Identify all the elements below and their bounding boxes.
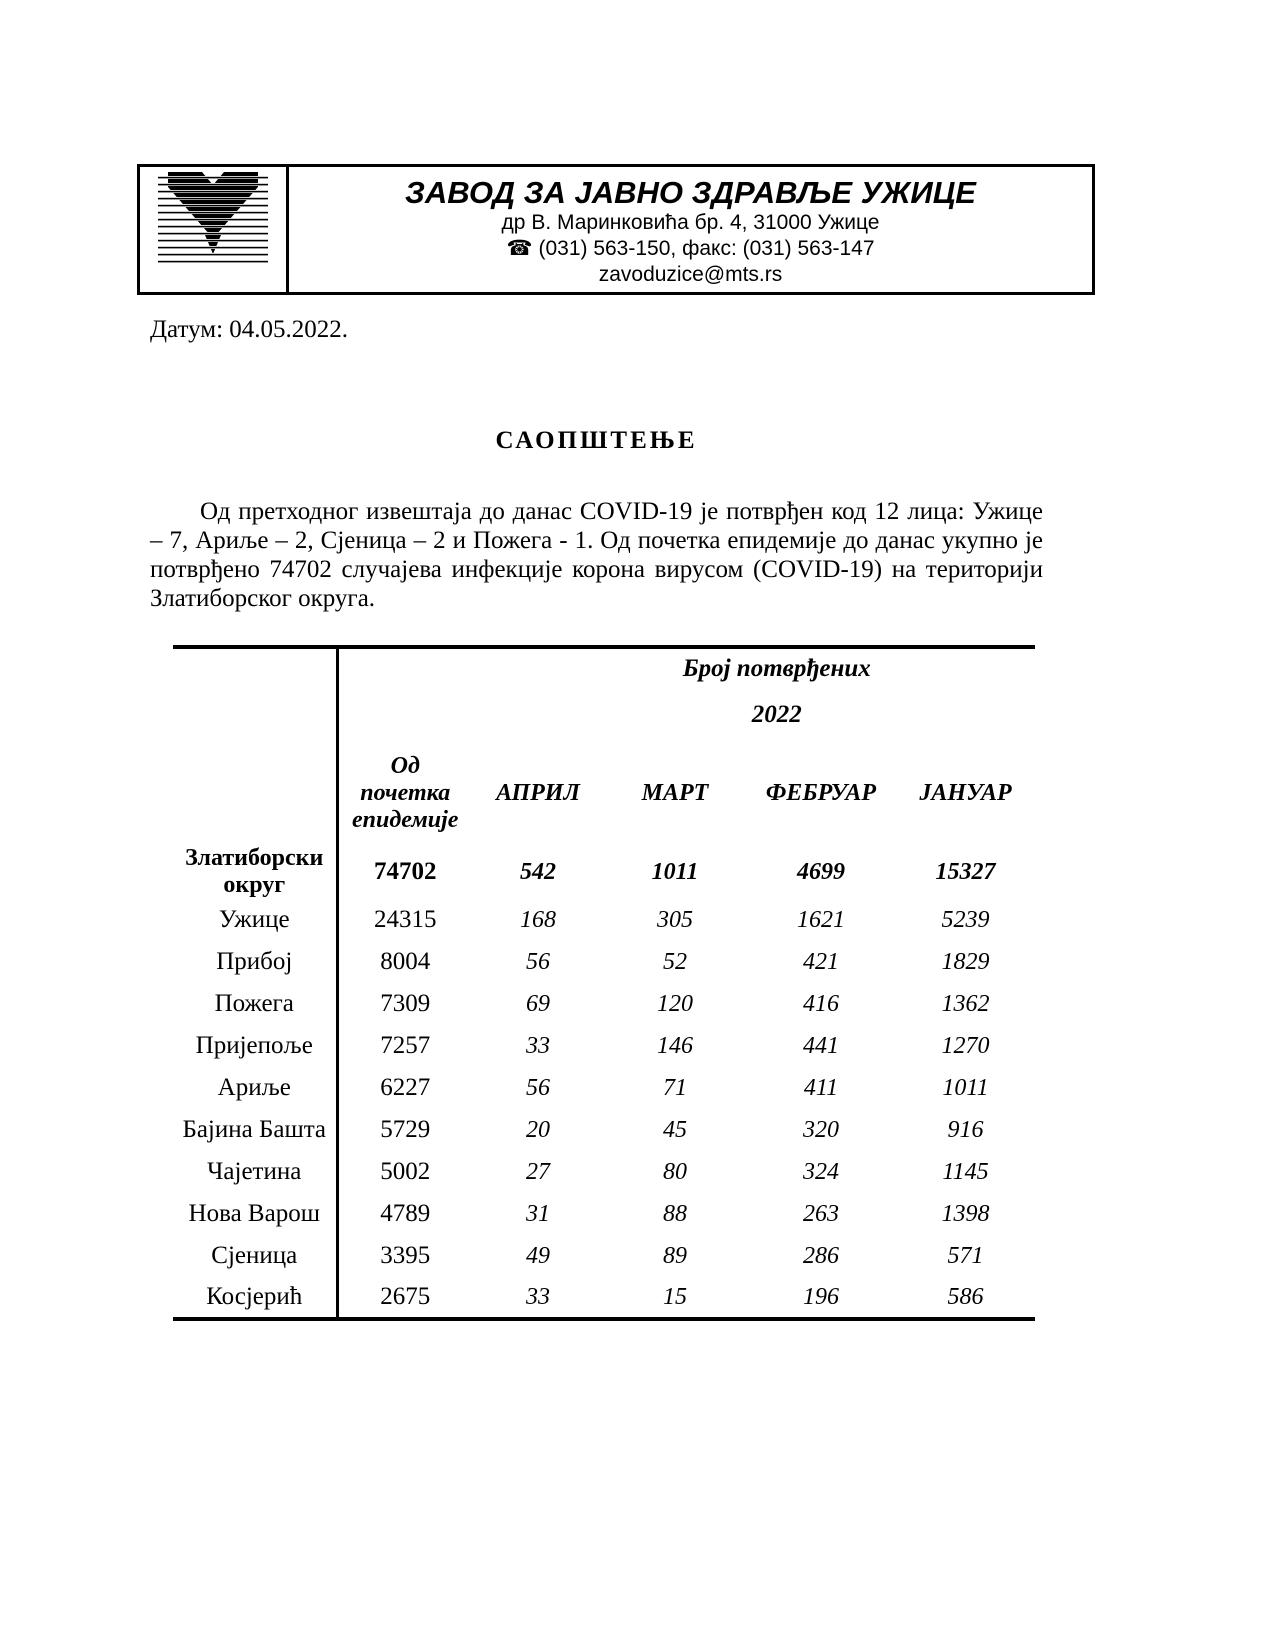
phone-line — [289, 236, 1092, 262]
monthly-cases-cell: 286 — [803, 1242, 839, 1269]
monthly-cases-cell: 324 — [803, 1158, 839, 1185]
table-corner-cell — [173, 647, 337, 845]
municipality-cell: Ужице — [173, 899, 337, 941]
monthly-cases-cell: 1829 — [941, 948, 990, 975]
total-cases-cell: 74702 — [374, 858, 437, 885]
total-cases-cell: 8004 — [380, 948, 431, 975]
monthly-cases-cell: 120 — [657, 990, 693, 1017]
date-line: Датум: 04.05.2022. — [150, 316, 349, 343]
monthly-cases-cell: 1011 — [942, 1074, 989, 1101]
monthly-cases-cell: 542 — [520, 858, 556, 885]
column-header-since-start: Од почетка епидемије — [352, 752, 459, 833]
monthly-cases-cell: 320 — [803, 1116, 839, 1143]
monthly-cases-cell: 1145 — [942, 1158, 989, 1185]
monthly-cases-cell: 1011 — [651, 858, 699, 885]
monthly-cases-cell: 33 — [526, 1032, 550, 1059]
municipality-cell: Златиборски округ — [173, 845, 337, 899]
total-cases-cell: 24315 — [374, 906, 437, 933]
logo-stripes-icon — [158, 172, 268, 264]
table-year-header: 2022 — [751, 701, 802, 728]
monthly-cases-cell: 1362 — [941, 990, 990, 1017]
total-cases-cell: 7309 — [380, 990, 431, 1017]
body-paragraph: Од претходног извештаја до данас COVID-19 је потврђен код 12 лица: Ужице – 7, Ариље – 2, Сјеница – 2 и Пожега - 1. Од почетка епидемије до данас укупно је потврђено 74702 случајева инфекције корона вирусом (COVID-19) на територији Златиборског округа. — [150, 498, 1043, 612]
monthly-cases-cell: 168 — [520, 906, 556, 933]
monthly-cases-cell: 411 — [803, 1074, 839, 1101]
table-body — [173, 845, 1035, 1319]
table-row — [173, 1151, 1035, 1193]
municipality-cell: Пожега — [173, 983, 337, 1025]
monthly-cases-cell: 15327 — [935, 858, 996, 885]
monthly-cases-cell: 71 — [663, 1074, 687, 1101]
institute-email: zavoduzice@mts.rs — [598, 263, 783, 286]
table-row — [173, 983, 1035, 1025]
monthly-cases-cell: 1270 — [941, 1032, 990, 1059]
municipality-cell: Косјерић — [173, 1277, 337, 1319]
monthly-cases-cell: 20 — [526, 1116, 550, 1143]
institute-logo — [140, 167, 289, 292]
total-cases-cell: 5002 — [380, 1158, 431, 1185]
monthly-cases-cell: 33 — [526, 1283, 550, 1310]
monthly-cases-cell: 15 — [663, 1283, 687, 1310]
total-cases-cell: 6227 — [380, 1074, 431, 1101]
municipality-cell: Бајина Башта — [173, 1109, 337, 1151]
monthly-cases-cell: 89 — [663, 1242, 687, 1269]
table-group-header: Број потврђених — [682, 655, 871, 682]
total-cases-cell: 2675 — [380, 1283, 431, 1310]
phone-numbers: (031) 563-150, факс: (031) 563-147 — [538, 237, 875, 260]
total-cases-cell: 3395 — [380, 1242, 431, 1269]
monthly-cases-cell: 88 — [663, 1200, 687, 1227]
monthly-cases-cell: 1621 — [797, 906, 845, 933]
table-row — [173, 941, 1035, 983]
covid-cases-table — [173, 645, 1035, 1321]
table-row — [173, 1235, 1035, 1277]
total-cases-cell: 5729 — [380, 1116, 431, 1143]
municipality-cell: Пријепоље — [173, 1025, 337, 1067]
column-header-april: АПРИЛ — [496, 779, 580, 806]
monthly-cases-cell: 305 — [657, 906, 693, 933]
monthly-cases-cell: 69 — [526, 990, 550, 1017]
monthly-cases-cell: 56 — [526, 1074, 550, 1101]
monthly-cases-cell: 571 — [947, 1242, 984, 1269]
monthly-cases-cell: 5239 — [941, 906, 990, 933]
municipality-cell: Нова Варош — [173, 1193, 337, 1235]
monthly-cases-cell: 421 — [803, 948, 839, 975]
monthly-cases-cell: 586 — [947, 1283, 984, 1310]
column-header-february: ФЕБРУАР — [765, 779, 877, 806]
monthly-cases-cell: 31 — [526, 1200, 550, 1227]
letterhead-text — [289, 167, 1092, 292]
table-group-row — [173, 647, 1035, 689]
municipality-cell: Прибој — [173, 941, 337, 983]
institute-name: ЗАВОД ЗА ЈАВНО ЗДРАВЉЕ УЖИЦЕ — [404, 175, 976, 210]
monthly-cases-cell: 916 — [947, 1116, 984, 1143]
monthly-cases-cell: 263 — [803, 1200, 839, 1227]
column-header-january: ЈАНУАР — [919, 779, 1012, 806]
monthly-cases-cell: 1398 — [941, 1200, 990, 1227]
table-row — [173, 1277, 1035, 1319]
column-header-march: МАРТ — [641, 779, 709, 806]
monthly-cases-cell: 441 — [803, 1032, 839, 1059]
table-row — [173, 899, 1035, 941]
institute-address: др В. Маринковића бр. 4, 31000 Ужице — [501, 211, 880, 234]
monthly-cases-cell: 146 — [657, 1032, 693, 1059]
monthly-cases-cell: 196 — [803, 1283, 839, 1310]
phone-icon: ☎ — [506, 237, 533, 260]
monthly-cases-cell: 4699 — [797, 858, 845, 885]
monthly-cases-cell: 80 — [663, 1158, 687, 1185]
document-title: САОПШТЕЊЕ — [495, 427, 698, 454]
letterhead-box — [137, 164, 1095, 295]
monthly-cases-cell: 52 — [663, 948, 687, 975]
municipality-cell: Ариље — [173, 1067, 337, 1109]
monthly-cases-cell: 49 — [526, 1242, 550, 1269]
municipality-cell: Чајетина — [173, 1151, 337, 1193]
table-row — [173, 1067, 1035, 1109]
monthly-cases-cell: 27 — [526, 1158, 550, 1185]
total-cases-cell: 4789 — [380, 1200, 431, 1227]
table-row — [173, 845, 1035, 899]
monthly-cases-cell: 45 — [663, 1116, 687, 1143]
table-row — [173, 1109, 1035, 1151]
table-row — [173, 1025, 1035, 1067]
monthly-cases-cell: 416 — [803, 990, 839, 1017]
municipality-cell: Сјеница — [173, 1235, 337, 1277]
table-row — [173, 1193, 1035, 1235]
total-cases-cell: 7257 — [380, 1032, 431, 1059]
monthly-cases-cell: 56 — [526, 948, 550, 975]
